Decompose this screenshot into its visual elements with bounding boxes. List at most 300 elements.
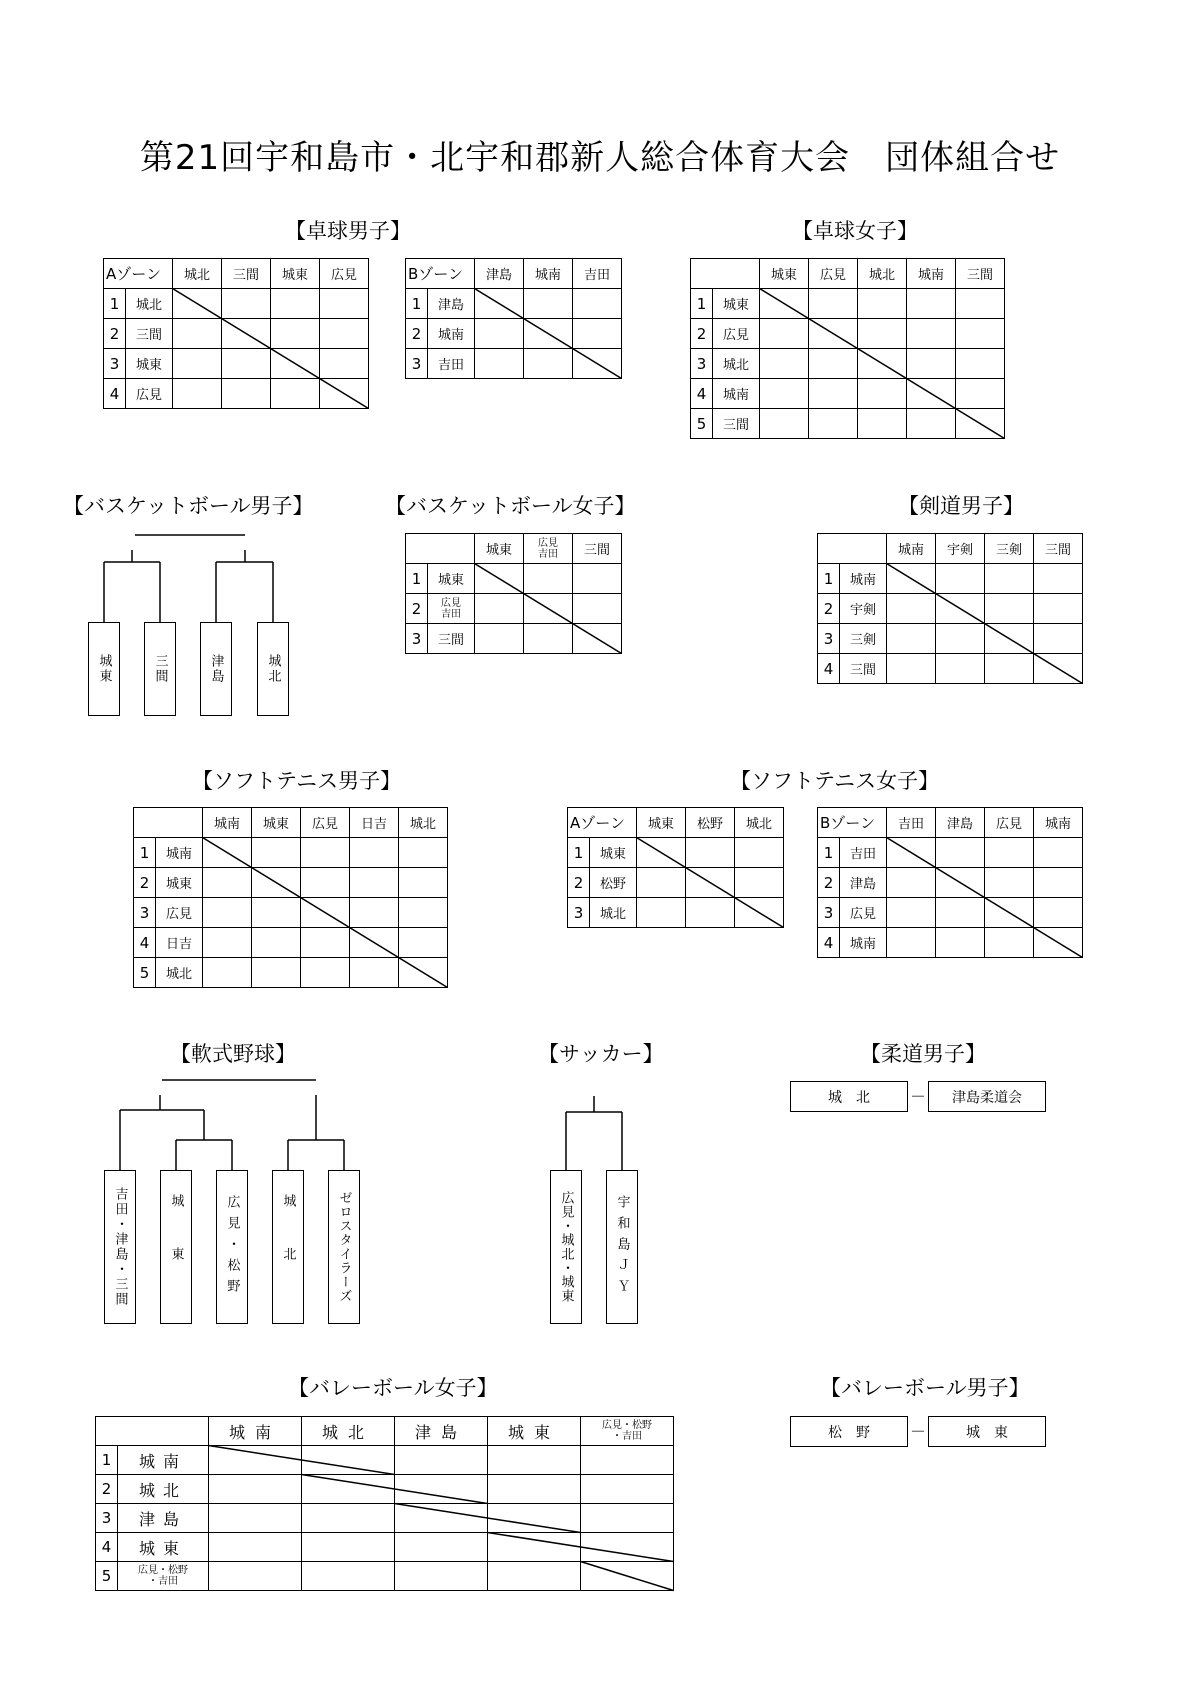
result-cell (809, 409, 858, 439)
row-number: 5 (134, 958, 156, 988)
basketball-boys-team-3 (200, 622, 232, 716)
result-cell (271, 379, 320, 409)
result-cell (524, 289, 573, 319)
result-cell (399, 898, 448, 928)
row-team-name: 城南 (713, 379, 760, 409)
table-corner (96, 1417, 209, 1446)
table-row (691, 409, 1005, 439)
table-row (818, 624, 1083, 654)
result-cell (488, 1562, 581, 1591)
table-row (104, 379, 369, 409)
table-row (818, 898, 1083, 928)
result-cell (936, 594, 985, 624)
result-cell (524, 564, 573, 594)
result-cell (395, 1504, 488, 1533)
result-cell (252, 928, 301, 958)
kendo-boys-table (817, 533, 1083, 684)
result-cell (475, 349, 524, 379)
result-cell (985, 594, 1034, 624)
table-row (104, 319, 369, 349)
result-cell (252, 958, 301, 988)
result-cell (301, 958, 350, 988)
row-number: 3 (818, 898, 840, 928)
row-number: 2 (96, 1475, 118, 1504)
result-cell (637, 868, 686, 898)
column-header: 城南 (907, 259, 956, 289)
result-cell (271, 289, 320, 319)
row-team-name: 城東 (118, 1533, 209, 1562)
row-team-name: 城北 (126, 289, 173, 319)
result-cell (524, 319, 573, 349)
basketball-boys-heading: 【バスケットボール男子】 (63, 494, 314, 518)
table-corner (691, 259, 760, 289)
result-cell (985, 868, 1034, 898)
row-team-name: 三間 (840, 654, 887, 684)
column-header: 城南 (887, 534, 936, 564)
table-row (406, 594, 622, 624)
result-cell (399, 868, 448, 898)
result-cell (887, 868, 936, 898)
result-cell (203, 898, 252, 928)
result-cell (809, 379, 858, 409)
row-team-name: 城南 (840, 928, 887, 958)
result-cell (573, 289, 622, 319)
row-number: 3 (134, 898, 156, 928)
soccer-team-label: 宇和島ＪＹ (614, 1194, 630, 1300)
table-row (96, 1446, 674, 1475)
baseball-team-3 (216, 1170, 248, 1324)
result-cell (760, 409, 809, 439)
basketball-boys-team-label: 津島 (208, 654, 224, 684)
basketball-boys-team-4 (257, 622, 289, 716)
result-cell (320, 379, 369, 409)
table-row (406, 289, 622, 319)
row-number: 2 (134, 868, 156, 898)
result-cell (581, 1504, 674, 1533)
result-cell (858, 319, 907, 349)
row-number: 1 (406, 564, 428, 594)
soft-tennis-boys-table (133, 807, 448, 988)
result-cell (907, 379, 956, 409)
result-cell (301, 898, 350, 928)
result-cell (760, 319, 809, 349)
kendo-boys-heading: 【剣道男子】 (898, 494, 1024, 518)
result-cell (203, 838, 252, 868)
result-cell (985, 898, 1034, 928)
table-row (406, 349, 622, 379)
column-header: 城北 (399, 808, 448, 838)
column-header: 津島 (936, 808, 985, 838)
result-cell (936, 654, 985, 684)
result-cell (760, 349, 809, 379)
baseball-heading: 【軟式野球】 (170, 1042, 296, 1066)
column-header: 城東 (271, 259, 320, 289)
baseball-team-label: 吉田・津島・三間 (112, 1187, 128, 1307)
soccer-heading: 【サッカー】 (538, 1042, 664, 1066)
table-row (568, 868, 784, 898)
judo-boys-team-left: 城 北 (790, 1081, 908, 1112)
row-number: 1 (104, 289, 126, 319)
table-tennis-boys-zone-b-table (405, 258, 622, 379)
result-cell (907, 349, 956, 379)
result-cell (350, 838, 399, 868)
row-number: 3 (104, 349, 126, 379)
row-team-name: 広見 (840, 898, 887, 928)
result-cell (203, 868, 252, 898)
result-cell (350, 898, 399, 928)
result-cell (173, 349, 222, 379)
row-team-name: 広見 (156, 898, 203, 928)
result-cell (475, 289, 524, 319)
result-cell (1034, 654, 1083, 684)
result-cell (735, 898, 784, 928)
result-cell (985, 654, 1034, 684)
result-cell (475, 624, 524, 654)
row-number: 5 (691, 409, 713, 439)
column-header: 城北 (735, 808, 784, 838)
column-header: 宇剣 (936, 534, 985, 564)
row-number: 2 (691, 319, 713, 349)
soft-tennis-girls-zone-a-table (567, 807, 784, 928)
baseball-team-5 (328, 1170, 360, 1324)
column-header: 三間 (573, 534, 622, 564)
volleyball-boys-heading: 【バレーボール男子】 (820, 1376, 1030, 1400)
column-header: 城南 (209, 1417, 302, 1446)
column-header: 広見 (301, 808, 350, 838)
table-row (134, 838, 448, 868)
result-cell (760, 289, 809, 319)
table-row (691, 319, 1005, 349)
baseball-team-label: 城北 (280, 1194, 296, 1300)
row-team-name: 津島 (840, 868, 887, 898)
column-header: 広見 (809, 259, 858, 289)
result-cell (573, 564, 622, 594)
result-cell (209, 1475, 302, 1504)
baseball-team-label: 広見・松野 (224, 1194, 240, 1300)
table-row (691, 379, 1005, 409)
result-cell (936, 928, 985, 958)
result-cell (956, 319, 1005, 349)
result-cell (252, 898, 301, 928)
row-team-name: 城東 (126, 349, 173, 379)
result-cell (173, 379, 222, 409)
volleyball-boys-separator: － (910, 1422, 927, 1441)
row-number: 3 (818, 624, 840, 654)
result-cell (320, 289, 369, 319)
result-cell (252, 838, 301, 868)
column-header: 三間 (222, 259, 271, 289)
result-cell (936, 898, 985, 928)
column-header: 城東 (252, 808, 301, 838)
result-cell (320, 349, 369, 379)
row-number: 4 (818, 928, 840, 958)
column-header: 吉田 (573, 259, 622, 289)
column-header: 三剣 (985, 534, 1034, 564)
soccer-team-2 (606, 1170, 638, 1324)
column-header: 津島 (475, 259, 524, 289)
row-team-name: 三剣 (840, 624, 887, 654)
table-row (134, 958, 448, 988)
result-cell (524, 624, 573, 654)
result-cell (936, 868, 985, 898)
result-cell (735, 838, 784, 868)
result-cell (581, 1446, 674, 1475)
basketball-boys-team-1 (88, 622, 120, 716)
result-cell (302, 1475, 395, 1504)
table-row (96, 1504, 674, 1533)
row-team-name: 日吉 (156, 928, 203, 958)
volleyball-girls-table (95, 1416, 674, 1591)
row-team-name: 吉田 (840, 838, 887, 868)
row-number: 4 (691, 379, 713, 409)
result-cell (350, 958, 399, 988)
row-number: 5 (96, 1562, 118, 1591)
row-number: 4 (134, 928, 156, 958)
column-header: 城南 (203, 808, 252, 838)
result-cell (302, 1446, 395, 1475)
result-cell (488, 1504, 581, 1533)
result-cell (956, 379, 1005, 409)
column-header: 城東 (760, 259, 809, 289)
basketball-boys-team-label: 三間 (152, 654, 168, 684)
row-team-name: 松野 (590, 868, 637, 898)
row-team-name: 城南 (840, 564, 887, 594)
result-cell (173, 319, 222, 349)
result-cell (302, 1533, 395, 1562)
row-number: 2 (104, 319, 126, 349)
column-header: 津島 (395, 1417, 488, 1446)
row-team-name: 三間 (713, 409, 760, 439)
judo-boys-separator: － (910, 1087, 927, 1106)
result-cell (581, 1562, 674, 1591)
baseball-team-2 (160, 1170, 192, 1324)
result-cell (573, 319, 622, 349)
table-tennis-girls-table (690, 258, 1005, 439)
table-row (104, 289, 369, 319)
table-row (691, 349, 1005, 379)
table-row (134, 928, 448, 958)
result-cell (936, 624, 985, 654)
table-row (818, 594, 1083, 624)
column-header: 広見 (985, 808, 1034, 838)
row-number: 3 (691, 349, 713, 379)
result-cell (809, 349, 858, 379)
table-row (406, 564, 622, 594)
result-cell (858, 349, 907, 379)
result-cell (1034, 898, 1083, 928)
table-corner (818, 534, 887, 564)
result-cell (1034, 564, 1083, 594)
table-tennis-girls-heading: 【卓球女子】 (792, 219, 918, 243)
volleyball-boys-team-right: 城 東 (928, 1416, 1046, 1447)
result-cell (956, 349, 1005, 379)
result-cell (252, 868, 301, 898)
table-corner: Aゾーン (104, 259, 173, 289)
row-number: 1 (818, 838, 840, 868)
result-cell (858, 379, 907, 409)
result-cell (686, 898, 735, 928)
table-row (568, 838, 784, 868)
result-cell (350, 928, 399, 958)
result-cell (887, 564, 936, 594)
row-team-name: 城東 (428, 564, 475, 594)
column-header: 広見 吉田 (524, 534, 573, 564)
result-cell (302, 1504, 395, 1533)
result-cell (302, 1562, 395, 1591)
row-team-name: 広見・松野 ・吉田 (118, 1562, 209, 1591)
basketball-boys-team-label: 城北 (265, 654, 281, 684)
result-cell (581, 1533, 674, 1562)
row-number: 3 (96, 1504, 118, 1533)
row-number: 3 (406, 349, 428, 379)
judo-boys-heading: 【柔道男子】 (860, 1042, 986, 1066)
soft-tennis-girls-zone-b-table (817, 807, 1083, 958)
row-number: 1 (818, 564, 840, 594)
result-cell (686, 838, 735, 868)
page-title: 第21回宇和島市・北宇和郡新人総合体育大会 団体組合せ (139, 138, 1061, 178)
result-cell (203, 958, 252, 988)
table-tennis-boys-heading: 【卓球男子】 (285, 219, 411, 243)
result-cell (209, 1446, 302, 1475)
result-cell (1034, 624, 1083, 654)
result-cell (686, 868, 735, 898)
result-cell (985, 624, 1034, 654)
column-header: 城北 (173, 259, 222, 289)
column-header: 松野 (686, 808, 735, 838)
result-cell (395, 1562, 488, 1591)
row-team-name: 城南 (118, 1446, 209, 1475)
result-cell (809, 319, 858, 349)
table-corner (406, 534, 475, 564)
column-header: 広見・松野 ・吉田 (581, 1417, 674, 1446)
table-corner (134, 808, 203, 838)
row-team-name: 城東 (156, 868, 203, 898)
result-cell (573, 624, 622, 654)
result-cell (320, 319, 369, 349)
result-cell (637, 898, 686, 928)
soccer-team-1 (550, 1170, 582, 1324)
row-team-name: 城北 (590, 898, 637, 928)
table-row (406, 624, 622, 654)
judo-boys-team-right: 津島柔道会 (928, 1081, 1046, 1112)
result-cell (936, 564, 985, 594)
table-row (406, 319, 622, 349)
baseball-team-1 (104, 1170, 136, 1324)
result-cell (907, 409, 956, 439)
result-cell (173, 289, 222, 319)
row-team-name: 吉田 (428, 349, 475, 379)
column-header: 城東 (488, 1417, 581, 1446)
result-cell (1034, 868, 1083, 898)
result-cell (956, 289, 1005, 319)
row-team-name: 城南 (156, 838, 203, 868)
result-cell (488, 1475, 581, 1504)
result-cell (985, 838, 1034, 868)
result-cell (887, 624, 936, 654)
result-cell (475, 319, 524, 349)
result-cell (475, 594, 524, 624)
result-cell (222, 319, 271, 349)
row-number: 1 (406, 289, 428, 319)
row-number: 2 (818, 868, 840, 898)
row-number: 1 (134, 838, 156, 868)
basketball-boys-team-label: 城東 (96, 654, 112, 684)
column-header: 城南 (1034, 808, 1083, 838)
result-cell (581, 1475, 674, 1504)
result-cell (858, 409, 907, 439)
row-number: 1 (691, 289, 713, 319)
table-row (96, 1533, 674, 1562)
result-cell (887, 928, 936, 958)
table-row (818, 564, 1083, 594)
baseball-team-label: ゼロスタイラーズ (336, 1191, 352, 1303)
result-cell (887, 898, 936, 928)
column-header: 城北 (858, 259, 907, 289)
result-cell (524, 349, 573, 379)
result-cell (209, 1562, 302, 1591)
result-cell (1034, 594, 1083, 624)
table-row (818, 928, 1083, 958)
row-team-name: 城東 (713, 289, 760, 319)
table-row (96, 1475, 674, 1504)
result-cell (301, 838, 350, 868)
row-team-name: 宇剣 (840, 594, 887, 624)
result-cell (395, 1446, 488, 1475)
row-team-name: 城北 (713, 349, 760, 379)
table-row (134, 898, 448, 928)
table-row (96, 1562, 674, 1591)
result-cell (809, 289, 858, 319)
result-cell (524, 594, 573, 624)
basketball-girls-table (405, 533, 622, 654)
soccer-team-label: 広見・城北・城東 (558, 1191, 574, 1303)
result-cell (222, 349, 271, 379)
result-cell (488, 1446, 581, 1475)
row-team-name: 三間 (126, 319, 173, 349)
row-team-name: 津島 (118, 1504, 209, 1533)
soft-tennis-girls-heading: 【ソフトテニス女子】 (730, 769, 940, 793)
result-cell (399, 958, 448, 988)
result-cell (395, 1475, 488, 1504)
column-header: 日吉 (350, 808, 399, 838)
result-cell (887, 838, 936, 868)
column-header: 城南 (524, 259, 573, 289)
result-cell (573, 349, 622, 379)
row-number: 3 (568, 898, 590, 928)
row-team-name: 広見 吉田 (428, 594, 475, 624)
result-cell (1034, 928, 1083, 958)
table-tennis-boys-zone-a-table (103, 258, 369, 409)
row-number: 2 (406, 319, 428, 349)
column-header: 城東 (475, 534, 524, 564)
table-row (568, 898, 784, 928)
result-cell (858, 289, 907, 319)
row-number: 1 (96, 1446, 118, 1475)
result-cell (203, 928, 252, 958)
result-cell (399, 928, 448, 958)
baseball-team-label: 城東 (168, 1194, 184, 1300)
soft-tennis-boys-heading: 【ソフトテニス男子】 (192, 769, 402, 793)
column-header: 三間 (1034, 534, 1083, 564)
row-number: 4 (818, 654, 840, 684)
result-cell (735, 868, 784, 898)
table-row (818, 838, 1083, 868)
result-cell (760, 379, 809, 409)
result-cell (907, 289, 956, 319)
row-number: 2 (568, 868, 590, 898)
result-cell (399, 838, 448, 868)
basketball-boys-team-2 (144, 622, 176, 716)
